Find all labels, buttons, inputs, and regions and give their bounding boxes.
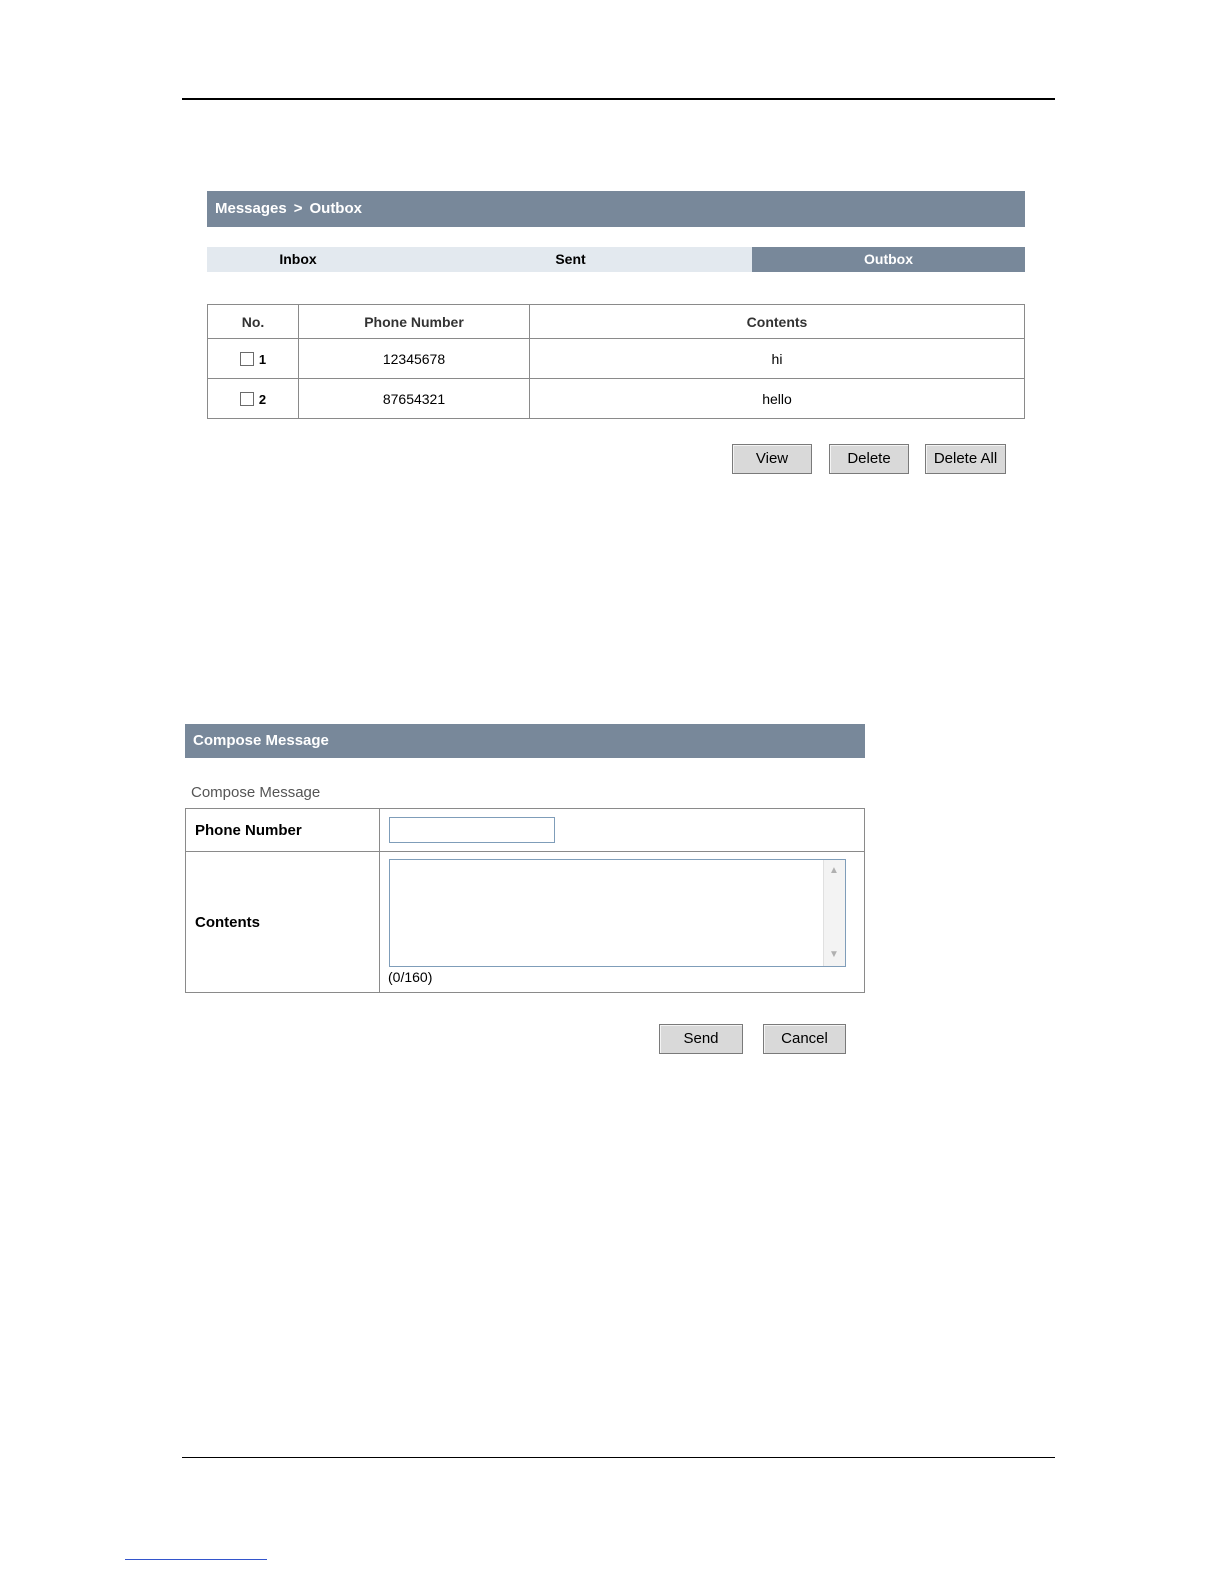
row-number-cell: [208, 339, 299, 379]
compose-panel: [185, 724, 865, 993]
delete-all-button[interactable]: Delete All: [925, 444, 1006, 474]
column-header-contents: Contents: [530, 305, 1025, 339]
phone-number-row: [186, 809, 865, 852]
cancel-button[interactable]: Cancel: [763, 1024, 846, 1054]
tab-sent[interactable]: Sent: [555, 251, 586, 267]
contents-cell: hi: [530, 339, 1025, 379]
scroll-down-icon[interactable]: ▼: [829, 949, 839, 960]
contents-label: Contents: [186, 852, 380, 993]
compose-form: [185, 808, 865, 993]
column-header-phone-number: Phone Number: [299, 305, 530, 339]
tab-inbox[interactable]: Inbox: [279, 251, 317, 267]
view-button[interactable]: View: [732, 444, 812, 474]
contents-field-cell: [380, 852, 865, 993]
contents-row: [186, 852, 865, 993]
page-bottom-rule: [182, 1457, 1055, 1458]
column-header-no: No.: [208, 305, 299, 339]
phone-number-cell: 12345678: [299, 339, 530, 379]
phone-number-label: Phone Number: [186, 809, 380, 852]
compose-title-bar: Compose Message: [185, 724, 865, 758]
phone-number-field-cell: [380, 809, 865, 852]
row-checkbox[interactable]: [240, 392, 254, 406]
row-number-cell: [208, 379, 299, 419]
row-checkbox[interactable]: [240, 352, 254, 366]
row-number: 2: [258, 391, 267, 407]
messages-table: [207, 304, 1025, 419]
footnote-link-underline: [125, 1559, 267, 1560]
table-row: [208, 379, 1025, 419]
scroll-up-icon[interactable]: ▲: [829, 865, 839, 876]
compose-subheading: Compose Message: [191, 784, 321, 801]
row-number: 1: [258, 351, 267, 367]
contents-textarea[interactable]: [389, 859, 846, 967]
breadcrumb-separator: >: [293, 200, 303, 217]
breadcrumb-page: Outbox: [309, 200, 362, 217]
phone-number-cell: 87654321: [299, 379, 530, 419]
table-row: [208, 339, 1025, 379]
breadcrumb-section: Messages: [215, 200, 287, 217]
phone-number-input[interactable]: [389, 817, 555, 843]
breadcrumb: [207, 191, 1025, 227]
send-button[interactable]: Send: [659, 1024, 743, 1054]
table-header-row: [208, 305, 1025, 339]
textarea-scrollbar[interactable]: [823, 860, 845, 966]
outbox-panel: [207, 191, 1025, 419]
tab-outbox[interactable]: Outbox: [752, 247, 1025, 272]
character-counter: (0/160): [388, 969, 433, 985]
message-tabs: [207, 247, 1025, 272]
page-top-rule: [182, 98, 1055, 100]
delete-button[interactable]: Delete: [829, 444, 909, 474]
contents-cell: hello: [530, 379, 1025, 419]
